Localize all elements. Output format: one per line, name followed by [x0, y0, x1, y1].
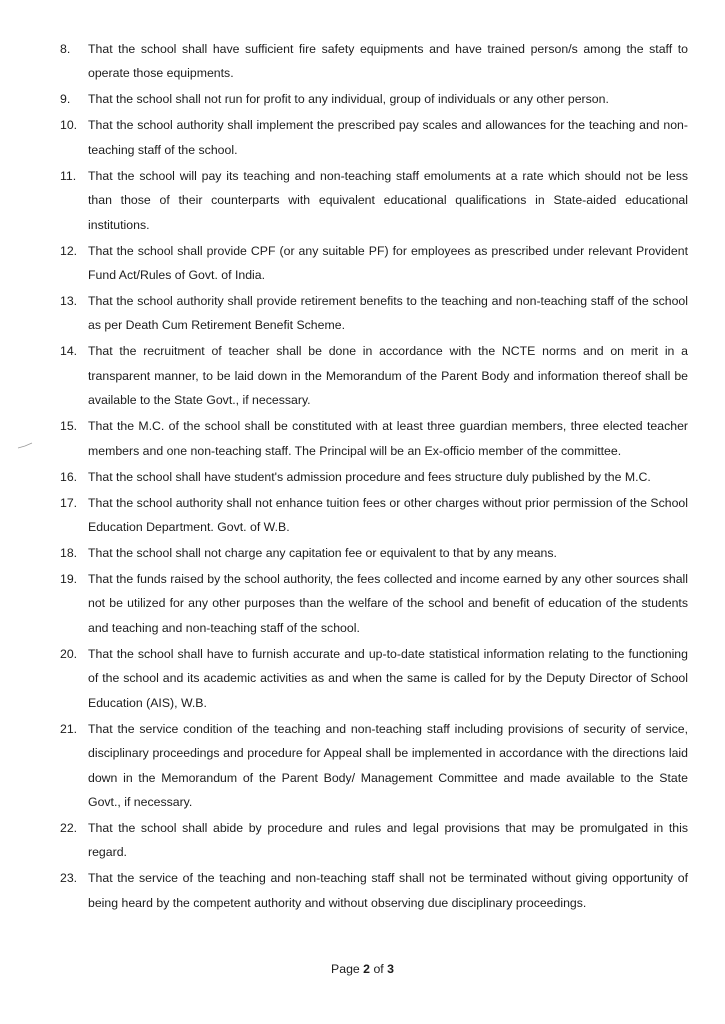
clause-text: That the service of the teaching and non-teaching staff shall not be terminated without giving opportunity of being heard by the competent authority and without observing due disciplinary proceedings.: [88, 871, 688, 910]
clause-item: [60, 541, 688, 565]
clause-item: [60, 37, 688, 86]
clause-text: That the recruitment of teacher shall be done in accordance with the NCTE norms and on merit in a transparent manner, to be laid down in the Memorandum of the Parent Body and information thereof shall be available to the State Govt., if necessary.: [88, 344, 688, 408]
clause-number: 11.: [60, 168, 77, 183]
margin-pen-mark: [17, 442, 33, 450]
clause-item: [60, 816, 688, 865]
clause-number: 8.: [60, 42, 71, 56]
clause-text: That the school shall have sufficient fire safety equipments and have trained person/s among the staff to operate those equipments.: [88, 42, 688, 81]
clause-number: 23.: [60, 871, 78, 886]
clause-item: [60, 567, 688, 640]
clause-item: [60, 414, 688, 463]
clause-item: [60, 339, 688, 412]
clause-number: 21.: [60, 721, 78, 736]
current-page-number: 2: [363, 962, 371, 976]
clause-text: That the service condition of the teaching and non-teaching staff including provisions of security of service, disciplinary proceedings and procedure for Appeal shall be implemented in accordance with the directions laid down in the Memorandum of the Parent Body/ Management Committee and made available to the State Govt., if necessary.: [88, 721, 688, 809]
clause-item: [60, 289, 688, 338]
clause-number: 13.: [60, 294, 78, 309]
clause-number: 19.: [60, 572, 78, 587]
clause-item: [60, 491, 688, 540]
clause-item: [60, 465, 688, 489]
clause-text: That the school authority shall not enhance tuition fees or other charges without prior permission of the School Education Department. Govt. of W.B.: [88, 495, 688, 535]
clause-text: That the school shall abide by procedure and rules and legal provisions that may be promulgated in this regard.: [88, 820, 688, 860]
clause-number: 20.: [60, 646, 78, 661]
clause-item: [60, 87, 688, 111]
clause-number: 12.: [60, 243, 78, 258]
clause-number: 16.: [60, 469, 78, 484]
clause-item: [60, 239, 688, 288]
clause-number: 9.: [60, 92, 71, 107]
clause-number: 17.: [60, 495, 78, 510]
clause-item: [60, 642, 688, 715]
clause-text: That the school shall not run for profit to any individual, group of individuals or any other person.: [88, 92, 609, 107]
clause-number: 18.: [60, 546, 78, 561]
clause-text: That the M.C. of the school shall be constituted with at least three guardian members, three elected teacher members and one non-teaching staff. The Principal will be an Ex-officio member of the committee.: [88, 419, 688, 458]
clause-number: 10.: [60, 118, 78, 133]
of-label: of: [373, 962, 384, 976]
clause-item: [60, 717, 688, 815]
page-number-footer: [0, 962, 725, 976]
clause-item: [60, 164, 688, 237]
clause-text: That the school authority shall provide retirement benefits to the teaching and non-teaching staff of the school as per Death Cum Retirement Benefit Scheme.: [88, 294, 688, 333]
total-pages-number: 3: [387, 962, 394, 976]
clause-number: 15.: [60, 419, 78, 434]
clause-item: [60, 866, 688, 915]
page-label: Page: [331, 962, 360, 976]
clause-item: [60, 113, 688, 162]
clause-number: 22.: [60, 820, 78, 835]
clause-text: That the school will pay its teaching and non-teaching staff emoluments at a rate which should not be less than those of their counterparts with equivalent educational qualifications in State-aided educational institutions.: [88, 168, 688, 232]
clause-text: That the school shall have to furnish accurate and up-to-date statistical information relating to the functioning of the school and its academic activities as and when the same is called for by the Deputy Director of School Education (AIS), W.B.: [88, 646, 688, 710]
clause-list: [60, 37, 688, 917]
clause-number: 14.: [60, 344, 78, 359]
clause-text: That the school shall provide CPF (or any suitable PF) for employees as prescribed under relevant Provident Fund Act/Rules of Govt. of India.: [88, 243, 688, 283]
clause-text: That the school authority shall implement the prescribed pay scales and allowances for the teaching and non-teaching staff of the school.: [88, 118, 688, 157]
clause-text: That the school shall have student's admission procedure and fees structure duly published by the M.C.: [88, 469, 651, 484]
clause-text: That the school shall not charge any capitation fee or equivalent to that by any means.: [88, 546, 557, 561]
clause-text: That the funds raised by the school authority, the fees collected and income earned by any other sources shall not be utilized for any other purposes than the welfare of the school and benefit of education of the students and teaching and non-teaching staff of the school.: [88, 572, 688, 635]
